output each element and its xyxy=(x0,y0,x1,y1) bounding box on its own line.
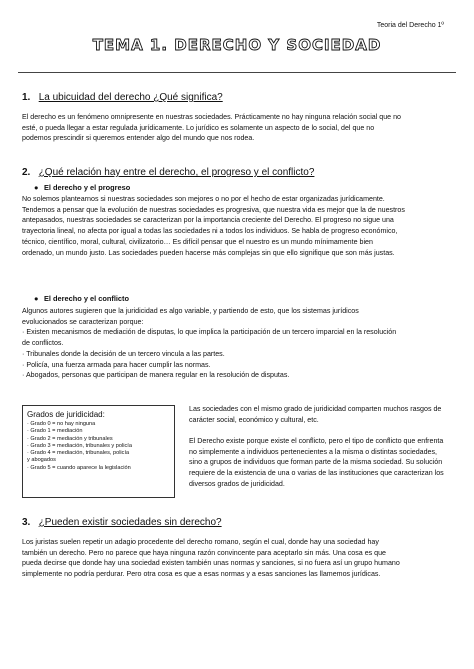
paragraph-line: pueda decirse que donde hay una sociedad existen también unas normas y sanciones, si no fuera así un grupo humano xyxy=(22,559,400,568)
grade-item: · Grado 0 = no hay ninguna xyxy=(27,421,96,427)
section-2-heading xyxy=(22,167,314,178)
paragraph-line: simplemente no podría perdurar. Pero otra cosa es que a esas normas y a esas sanciones las llamemos jurídicas. xyxy=(22,570,381,579)
bullet-conflict-label: El derecho y el conflicto xyxy=(44,294,130,303)
paragraph-line: · Tribunales donde la decisión de un tercero vincula a las partes. xyxy=(22,349,225,358)
bullet-conflict xyxy=(34,294,129,303)
section-1-paragraph xyxy=(22,112,452,144)
grades-box-title: Grados de juridicidad: xyxy=(27,410,105,419)
paragraph-line: · Existen mecanismos de mediación de disputas, lo que implica la participación de un tercero imparcial en la resolución xyxy=(22,328,397,337)
juridicity-paragraph xyxy=(189,404,454,425)
paragraph-line: de conflictos. xyxy=(22,339,64,348)
paragraph-line: antepasados, nuestras sociedades se caracterizan por la importancia creciente del Derecho. El progreso no sigue una xyxy=(22,216,394,225)
paragraph-line: trayectoria lineal, no afecta por igual a todas las sociedades ni a todos los individuos. Se habla de progreso económico, xyxy=(22,227,398,236)
paragraph-line: esté, o pueda llegar a estar regulada jurídicamente. Lo jurídico es solamente un aspecto de lo social, del que no xyxy=(22,123,375,132)
grade-item: · Grado 5 = cuando aparece la legislación xyxy=(27,464,131,471)
section-3-heading xyxy=(22,517,222,528)
paragraph-line: sino a grupos de individuos que forman parte de la misma sociedad. Su solución xyxy=(189,458,443,467)
paragraph-line: técnico, científico, moral, cultural, civilizatorio… Es difícil pensar que el nuestro es un mundo mínimamente bien xyxy=(22,237,373,246)
paragraph-line: podemos prescindir si queremos entender algo del mundo que nos rodea. xyxy=(22,134,255,143)
progress-paragraph xyxy=(22,194,452,258)
conflict-paragraph xyxy=(22,306,452,381)
paragraph-line: Los juristas suelen repetir un adagio procedente del derecho romano, según el cual, donde hay una sociedad hay xyxy=(22,538,379,546)
paragraph-line: · Abogados, personas que participan de manera regular en la resolución de disputas. xyxy=(22,371,290,380)
paragraph-line: carácter social, económico y cultural, etc. xyxy=(189,415,319,424)
section-3-paragraph xyxy=(22,537,452,580)
paragraph-line: ordenado, un mundo justo. Las sociedades pueden hacerse más complejas sin que ello signifique que son más justas. xyxy=(22,248,395,257)
section-3-number: 3. xyxy=(22,517,31,528)
bullet-dot-icon: ● xyxy=(34,294,39,303)
document-header-label: Teoria del Derecho 1º xyxy=(376,22,444,29)
bullet-progress xyxy=(34,183,130,192)
grade-item: · Grado 2 = mediación y tribunales xyxy=(27,435,113,442)
paragraph-line: El Derecho existe porque existe el conflicto, pero el tipo de conflicto que enfrenta xyxy=(189,437,444,445)
paragraph-line: no simplemente a individuos pertenecientes a la misma o distintas sociedades, xyxy=(189,447,438,456)
paragraph-line: Las sociedades con el mismo grado de juridicidad comparten muchos rasgos de xyxy=(189,405,442,413)
grade-item: y abogados xyxy=(27,457,56,464)
bullet-dot-icon: ● xyxy=(34,183,39,192)
conflict-explanation-paragraph xyxy=(189,436,454,490)
paragraph-line: también un derecho. Pero no parece que haya ninguna razón convincente para aceptarlo sin más. Una cosa es que xyxy=(22,548,386,557)
paragraph-line: Tendemos a pensar que la evolución de nuestras sociedades es progresiva, que nuestra vida es mejor que la de nuestros xyxy=(22,205,405,214)
section-1-heading xyxy=(22,92,223,103)
page-title: TEMA 1. DERECHO Y SOCIEDAD xyxy=(92,36,382,54)
title-divider xyxy=(18,72,456,73)
paragraph-line: requiere de la existencia de una o varias de las instituciones que caracterizan los xyxy=(189,469,444,478)
section-2-title: ¿Qué relación hay entre el derecho, el progreso y el conflicto? xyxy=(38,167,315,178)
paragraph-line: evolucionados se caracterizan porque: xyxy=(22,317,144,326)
grade-item: · Grado 4 = mediación, tribunales, policía xyxy=(27,450,130,457)
paragraph-line: No solemos plantearnos si nuestras sociedades son mejores o no por el hecho de estar organizadas jurídicamente. xyxy=(22,195,385,203)
section-1-title: La ubicuidad del derecho ¿Qué significa? xyxy=(38,92,223,103)
section-1-number: 1. xyxy=(22,92,31,103)
paragraph-line: Algunos autores sugieren que la juridicidad es algo variable, y partiendo de esto, que los sistemas jurídicos xyxy=(22,307,359,315)
paragraph-line: diversos grados de juridicidad. xyxy=(189,479,285,488)
grade-item: · Grado 1 = mediación xyxy=(27,428,83,435)
paragraph-line: El derecho es un fenómeno omnipresente en nuestras sociedades. Prácticamente no hay ninguna relación social que no xyxy=(22,113,401,121)
paragraph-line: · Policía, una fuerza armada para hacer cumplir las normas. xyxy=(22,360,211,369)
grade-item: · Grado 3 = mediación, tribunales y policía xyxy=(27,442,132,449)
bullet-progress-label: El derecho y el progreso xyxy=(44,183,131,192)
section-2-number: 2. xyxy=(22,167,31,178)
section-3-title: ¿Pueden existir sociedades sin derecho? xyxy=(38,517,222,528)
juridicity-grades-box xyxy=(22,405,175,498)
